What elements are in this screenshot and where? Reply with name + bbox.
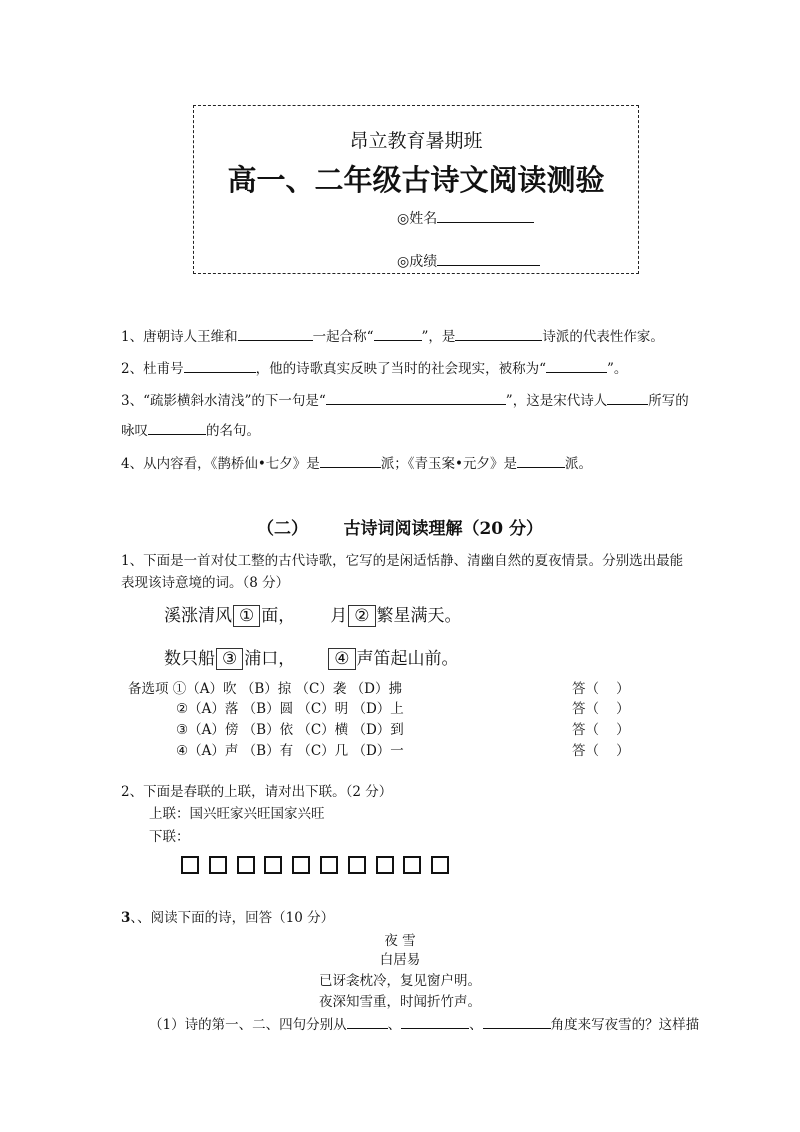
option-row-1: 备选项 ①（A）吹 （B）掠 （C）袭 （D）拂 bbox=[128, 681, 402, 697]
q4-text-b: 派；《青玉案•元夕》是 bbox=[380, 456, 518, 472]
answer-blank[interactable] bbox=[401, 1015, 469, 1029]
answer-square[interactable] bbox=[209, 856, 227, 874]
q3-number: 3 bbox=[121, 910, 131, 926]
poem-line-1 bbox=[164, 601, 462, 627]
poem-text: 繁星满天。 bbox=[376, 606, 462, 626]
answer-blank[interactable] bbox=[483, 1015, 551, 1029]
poem-text: 数只船 bbox=[164, 649, 215, 669]
poem-text: 月 bbox=[330, 606, 348, 626]
answer-blank[interactable] bbox=[607, 391, 648, 405]
answer-blank[interactable] bbox=[184, 359, 256, 373]
answer-blank[interactable] bbox=[326, 391, 506, 405]
sub1-text-d: 角度来写夜雪的？这样描 bbox=[550, 1017, 700, 1033]
school-name: 昂立教育暑期班 bbox=[349, 130, 483, 152]
question-1-3 bbox=[121, 389, 689, 409]
name-label: ◎姓名 bbox=[397, 211, 438, 227]
answer-bracket-3[interactable]: 答（ ） bbox=[572, 722, 630, 738]
q3-intro: 、、阅读下面的诗，回答（10 分） bbox=[130, 910, 335, 926]
answer-blank[interactable] bbox=[374, 327, 422, 341]
couplet-lower-label: 下联： bbox=[149, 829, 190, 845]
answer-square[interactable] bbox=[348, 856, 366, 874]
answer-blank[interactable] bbox=[347, 1015, 388, 1029]
question-1-1 bbox=[121, 325, 664, 345]
q4-text-c: 派。 bbox=[565, 456, 593, 472]
q2-text-c: ”。 bbox=[607, 361, 628, 377]
couplet-answer-boxes bbox=[181, 856, 449, 874]
answer-square[interactable] bbox=[264, 856, 282, 874]
answer-blank[interactable] bbox=[320, 454, 381, 468]
question-1-4 bbox=[121, 452, 592, 472]
blank-box-1[interactable]: ① bbox=[233, 605, 260, 627]
option-row-3: ③（A）傍 （B）依 （C）横 （D）到 bbox=[176, 722, 404, 738]
blank-box-4[interactable]: ④ bbox=[328, 648, 355, 670]
section-2-title: （二） 古诗词阅读理解（20 分） bbox=[256, 519, 544, 539]
poem-verse-2: 夜深知雪重，时闻折竹声。 bbox=[319, 994, 481, 1010]
sub1-text-a: （1）诗的第一、二、四句分别从 bbox=[149, 1017, 347, 1033]
answer-square[interactable] bbox=[376, 856, 394, 874]
q2-text-b: ，他的诗歌真实反映了当时的社会现实，被称为“ bbox=[255, 361, 546, 377]
answer-blank[interactable] bbox=[517, 454, 565, 468]
score-field[interactable] bbox=[397, 251, 540, 271]
answer-blank[interactable] bbox=[546, 359, 607, 373]
answer-blank[interactable] bbox=[238, 327, 313, 341]
s2-q3-sub1 bbox=[149, 1013, 699, 1033]
q2-text-a: 2、杜甫号 bbox=[121, 361, 184, 377]
question-1-2 bbox=[121, 357, 627, 377]
poem-author: 白居易 bbox=[379, 952, 421, 968]
name-blank[interactable] bbox=[437, 208, 534, 223]
answer-bracket-1[interactable]: 答（ ） bbox=[572, 681, 630, 697]
poem-text: 面， bbox=[261, 606, 296, 626]
q3-text-b: ”，这是宋代诗人 bbox=[505, 393, 608, 409]
couplet-upper: 上联：国兴旺家兴旺国家兴旺 bbox=[149, 806, 325, 822]
name-field[interactable] bbox=[397, 208, 534, 228]
q4-text-a: 4、从内容看，《鹊桥仙•七夕》是 bbox=[121, 456, 320, 472]
poem-verse-1: 已讶衾枕冷，复见窗户明。 bbox=[319, 973, 481, 989]
s2-q1-line2: 表现该诗意境的词。（8 分） bbox=[121, 575, 290, 591]
score-label: ◎成绩 bbox=[397, 254, 438, 270]
q3-text-a: 3、“疏影横斜水清浅”的下一句是“ bbox=[121, 393, 326, 409]
poem-line-2 bbox=[164, 644, 459, 670]
poem-text: 浦口， bbox=[244, 649, 296, 669]
answer-blank[interactable] bbox=[148, 421, 206, 435]
answer-square[interactable] bbox=[237, 856, 255, 874]
question-1-3-cont bbox=[121, 419, 260, 439]
option-row-4: ④（A）声 （B）有 （C）几 （D）一 bbox=[176, 743, 404, 759]
q1-text-d: 诗派的代表性作家。 bbox=[542, 329, 664, 345]
answer-square[interactable] bbox=[181, 856, 199, 874]
page-title: 高一、二年级古诗文阅读测验 bbox=[227, 163, 605, 197]
poem-text: 溪涨清风 bbox=[164, 606, 232, 626]
s2-q1-line1: 1、下面是一首对仗工整的古代诗歌，它写的是闲适恬静、清幽自然的夏夜情景。分别选出最能 bbox=[121, 553, 684, 569]
q1-text-c: ”，是 bbox=[421, 329, 456, 345]
sub1-text-b: 、 bbox=[387, 1017, 402, 1033]
answer-square[interactable] bbox=[431, 856, 449, 874]
poem-text: 声笛起山前。 bbox=[356, 649, 459, 669]
blank-box-3[interactable]: ③ bbox=[216, 648, 243, 670]
answer-bracket-4[interactable]: 答（ ） bbox=[572, 743, 630, 759]
q3-text-e: 的名句。 bbox=[206, 423, 260, 439]
option-row-2: ②（A）落 （B）圆 （C）明 （D）上 bbox=[176, 701, 404, 717]
q1-text-b: 一起合称“ bbox=[312, 329, 374, 345]
answer-square[interactable] bbox=[292, 856, 310, 874]
q3-text-d: 咏叹 bbox=[121, 423, 148, 439]
answer-blank[interactable] bbox=[455, 327, 542, 341]
score-blank[interactable] bbox=[437, 251, 540, 266]
s2-q3-line1 bbox=[121, 906, 334, 926]
q3-text-c: 所写的 bbox=[648, 393, 689, 409]
blank-box-2[interactable]: ② bbox=[348, 605, 375, 627]
poem-title: 夜 雪 bbox=[384, 933, 416, 949]
s2-q2-line1: 2、下面是春联的上联，请对出下联。（2 分） bbox=[121, 784, 393, 800]
q1-text-a: 1、唐朝诗人王维和 bbox=[121, 329, 238, 345]
answer-bracket-2[interactable]: 答（ ） bbox=[572, 701, 630, 717]
answer-square[interactable] bbox=[403, 856, 421, 874]
header-box bbox=[193, 105, 639, 274]
sub1-text-c: 、 bbox=[469, 1017, 483, 1033]
answer-square[interactable] bbox=[320, 856, 338, 874]
